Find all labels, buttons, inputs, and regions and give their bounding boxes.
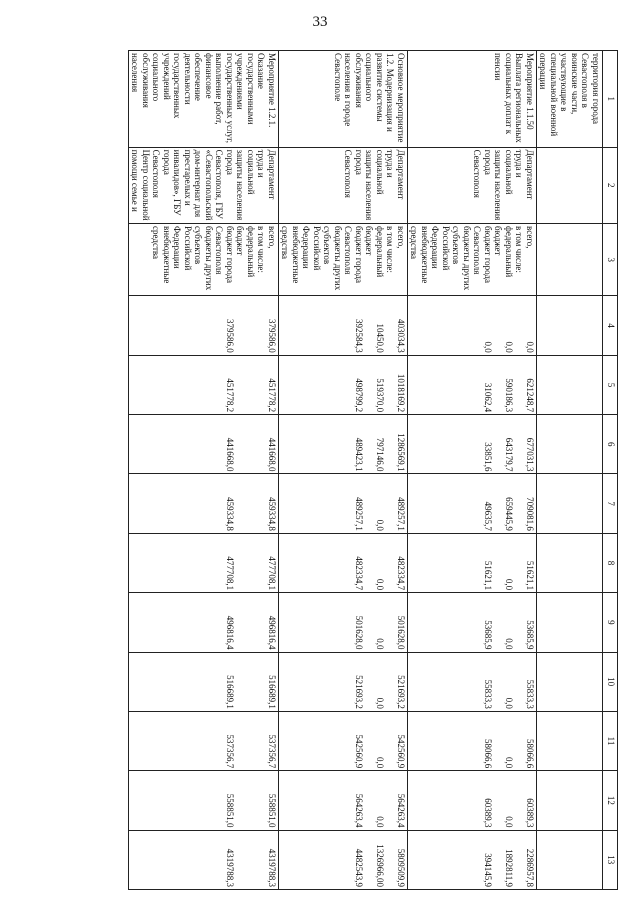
amount-value: 2286957,8	[525, 848, 535, 887]
amount-cell	[129, 593, 279, 652]
amount-cell	[408, 771, 537, 830]
amount-cell	[129, 296, 279, 355]
amount-cell	[279, 771, 408, 830]
amount-value	[172, 476, 214, 530]
amount-value: 0,0	[504, 816, 514, 828]
amount-value	[280, 833, 301, 887]
amount-value	[151, 298, 172, 352]
amount-value	[151, 595, 172, 649]
amount-value	[409, 595, 430, 649]
amount-value	[301, 298, 343, 352]
amount-value	[301, 476, 343, 530]
column-header: 1	[603, 51, 618, 148]
amount-value	[235, 833, 256, 887]
funding-source-label: бюджет города Севастополя	[472, 226, 493, 283]
amount-cell	[129, 415, 279, 474]
column-header: 5	[603, 355, 618, 414]
funding-source-label: федеральный бюджет	[364, 226, 385, 278]
amount-value: 392584,3	[354, 319, 364, 353]
amount-value: 1326966,00	[375, 844, 385, 887]
amount-value	[430, 536, 472, 590]
amount-value	[430, 714, 472, 768]
funding-source-cell	[537, 224, 603, 296]
amount-value: 441668,0	[225, 437, 235, 472]
amount-value	[235, 714, 256, 768]
executor-cell: Департамент труда и социальной защиты населения города Севастополя	[279, 147, 408, 223]
header-row	[603, 51, 618, 890]
amount-value: 58066,6	[483, 738, 493, 769]
amount-value: 10450,0	[375, 323, 385, 353]
amount-value: 564263,4	[354, 793, 364, 828]
amount-value	[430, 773, 472, 827]
amount-value: 0,0	[504, 638, 514, 650]
amount-value	[280, 714, 301, 768]
amount-value	[430, 655, 472, 709]
amount-value: 60389,3	[483, 798, 493, 828]
amount-value	[172, 773, 214, 827]
amount-value	[409, 833, 430, 887]
amount-value: 4482543,9	[354, 848, 364, 887]
amount-value	[172, 714, 214, 768]
amount-cell	[537, 355, 603, 414]
amount-value	[151, 358, 172, 412]
amount-value	[280, 476, 301, 530]
amount-value: 0,0	[375, 519, 385, 531]
amount-value: 4319788,3	[267, 848, 277, 887]
column-header: 4	[603, 296, 618, 355]
amount-cell	[537, 652, 603, 711]
amount-value: 5809509,9	[396, 848, 406, 887]
amount-value	[151, 714, 172, 768]
amount-value	[409, 417, 430, 471]
amount-value	[409, 655, 430, 709]
amount-value	[430, 476, 472, 530]
measure-name-cell: территория города Севастополя в воинские части, участвующие в специальной военной операции	[537, 51, 603, 148]
amount-value	[235, 417, 256, 471]
executor-cell	[537, 147, 603, 223]
amount-value: 403034,3	[396, 319, 406, 353]
amount-value: 501628,0	[354, 615, 364, 650]
amount-value	[172, 358, 214, 412]
amount-value: 51621,1	[483, 560, 493, 591]
amount-cell	[129, 652, 279, 711]
column-header: 2	[603, 147, 618, 223]
amount-value	[280, 417, 301, 471]
amount-value	[301, 833, 343, 887]
amount-value: 0,0	[504, 756, 514, 769]
amount-cell	[537, 533, 603, 592]
amount-value: 0,0	[525, 341, 535, 353]
table-row	[408, 51, 537, 890]
funding-source-label: федеральный бюджет	[235, 226, 256, 278]
amount-value	[301, 773, 343, 827]
column-header: 13	[603, 830, 618, 889]
amount-value: 451778,2	[267, 378, 277, 413]
amount-value	[235, 536, 256, 590]
amount-value: 590186,3	[504, 378, 514, 413]
amount-cell	[279, 355, 408, 414]
amount-value: 537356,7	[267, 734, 277, 769]
amount-cell	[279, 830, 408, 889]
amount-cell	[279, 533, 408, 592]
amount-value	[280, 298, 301, 352]
amount-cell	[279, 652, 408, 711]
measure-name-cell: Основное мероприятие 1.2. Модернизация и развитие системы социального обслуживания населения в городе Севастополе	[279, 51, 408, 148]
funding-table	[128, 50, 618, 890]
amount-value	[280, 595, 301, 649]
amount-value	[235, 358, 256, 412]
amount-cell	[408, 474, 537, 533]
amount-value: 0,0	[504, 697, 514, 709]
column-header: 11	[603, 711, 618, 770]
table-row	[279, 51, 408, 890]
amount-value	[235, 655, 256, 709]
amount-value: 4319788,3	[225, 848, 235, 887]
amount-value: 1892811,9	[504, 849, 514, 887]
amount-cell	[279, 415, 408, 474]
amount-value: 643179,7	[504, 437, 514, 472]
amount-value: 51621,1	[525, 560, 535, 591]
amount-value: 542560,9	[354, 734, 364, 769]
amount-value: 482334,7	[396, 556, 406, 591]
amount-value: 482334,7	[354, 556, 364, 591]
amount-value: 501628,0	[396, 615, 406, 650]
funding-source-label: федеральный бюджет	[493, 226, 514, 278]
page-number: 33	[312, 14, 328, 30]
column-header: 8	[603, 533, 618, 592]
amount-value: 496816,4	[267, 615, 277, 650]
amount-value	[301, 358, 343, 412]
amount-cell	[129, 474, 279, 533]
funding-source-label: бюджет города Севастополя	[343, 226, 364, 283]
amount-value: 58066,6	[525, 738, 535, 769]
amount-value: 0,0	[375, 756, 385, 769]
amount-value: 542560,9	[396, 734, 406, 769]
amount-value: 394145,9	[483, 853, 493, 887]
amount-value: 0,0	[504, 578, 514, 591]
amount-cell	[408, 533, 537, 592]
rotated-table-container	[108, 50, 618, 890]
amount-value: 0,0	[375, 638, 385, 650]
amount-value	[301, 417, 343, 471]
amount-value: 33851,6	[483, 442, 493, 472]
amount-value: 489257,1	[354, 497, 364, 531]
amount-value: 621248,7	[525, 378, 535, 413]
funding-source-label: бюджеты других субъектов Российской Федерации	[430, 226, 472, 291]
amount-value: 564263,4	[396, 793, 406, 828]
amount-cell	[129, 771, 279, 830]
amount-value: 477708,1	[225, 556, 235, 591]
amount-value: 516689,1	[225, 675, 235, 709]
amount-value: 31062,4	[483, 382, 493, 413]
funding-source-cell	[279, 224, 408, 296]
amount-value: 537356,7	[225, 734, 235, 769]
amount-value: 55833,3	[525, 679, 535, 709]
executor-cell: Департамент труда и социальной защиты населения города Севастополя	[408, 147, 537, 223]
amount-value	[172, 298, 214, 352]
amount-value	[172, 655, 214, 709]
amount-cell	[537, 593, 603, 652]
amount-value: 441668,0	[267, 437, 277, 472]
column-header: 3	[603, 224, 618, 296]
amount-value: 0,0	[375, 697, 385, 709]
amount-value	[151, 833, 172, 887]
amount-value: 0,0	[375, 816, 385, 828]
amount-value: 451778,2	[225, 378, 235, 413]
funding-source-label: бюджеты других субъектов Российской Федерации	[172, 226, 214, 291]
funding-source-label: бюджеты других субъектов Российской Федерации	[301, 226, 343, 291]
measure-name-cell: Мероприятие 1.1.50 Выплата региональных социальных доплат к пенсии	[408, 51, 537, 148]
amount-value: 558851,0	[225, 793, 235, 828]
amount-value: 379586,0	[225, 319, 235, 353]
amount-value	[280, 773, 301, 827]
amount-cell	[279, 474, 408, 533]
funding-source-label: внебюджетные средства	[151, 226, 172, 284]
amount-cell	[279, 296, 408, 355]
amount-value: 55833,3	[483, 679, 493, 709]
amount-value: 477708,1	[267, 556, 277, 591]
column-header: 9	[603, 593, 618, 652]
amount-value	[409, 773, 430, 827]
table-row	[537, 51, 603, 890]
amount-cell	[129, 533, 279, 592]
amount-value	[409, 358, 430, 412]
column-header: 10	[603, 652, 618, 711]
amount-cell	[408, 711, 537, 770]
amount-value	[301, 714, 343, 768]
amount-value	[172, 536, 214, 590]
amount-cell	[408, 355, 537, 414]
amount-value: 1286569,1	[396, 433, 406, 472]
amount-value	[235, 476, 256, 530]
amount-value	[301, 595, 343, 649]
amount-cell	[537, 474, 603, 533]
amount-cell	[279, 711, 408, 770]
amount-cell	[408, 593, 537, 652]
amount-value	[430, 358, 472, 412]
amount-value	[409, 298, 430, 352]
amount-cell	[129, 830, 279, 889]
amount-value	[235, 595, 256, 649]
amount-value: 459334,8	[267, 497, 277, 531]
amount-value: 0,0	[483, 341, 493, 353]
amount-cell	[408, 296, 537, 355]
amount-value: 521693,2	[396, 675, 406, 709]
amount-cell	[537, 771, 603, 830]
amount-value	[235, 298, 256, 352]
amount-value	[430, 833, 472, 887]
amount-value: 498799,2	[354, 378, 364, 413]
amount-value: 0,0	[375, 578, 385, 591]
funding-source-label: всего, в том числе:	[385, 226, 406, 273]
amount-value	[280, 655, 301, 709]
amount-value: 0,0	[504, 341, 514, 353]
column-header: 7	[603, 474, 618, 533]
amount-value	[151, 536, 172, 590]
funding-source-cell	[408, 224, 537, 296]
amount-value	[301, 655, 343, 709]
amount-cell	[537, 711, 603, 770]
amount-value	[172, 595, 214, 649]
column-header: 6	[603, 415, 618, 474]
amount-cell	[537, 415, 603, 474]
amount-value	[430, 298, 472, 352]
amount-value: 519370,0	[375, 378, 385, 413]
funding-source-label: бюджет города Севастополя	[214, 226, 235, 283]
amount-value	[301, 536, 343, 590]
amount-cell	[408, 830, 537, 889]
amount-value	[430, 595, 472, 649]
funding-source-label: всего, в том числе:	[256, 226, 277, 273]
amount-value	[409, 714, 430, 768]
funding-source-label: внебюджетные средства	[280, 226, 301, 284]
amount-value	[409, 536, 430, 590]
column-header: 12	[603, 771, 618, 830]
amount-value: 489257,1	[396, 497, 406, 531]
amount-value: 797146,0	[375, 437, 385, 472]
amount-cell	[537, 830, 603, 889]
amount-value	[151, 773, 172, 827]
amount-value: 659445,9	[504, 497, 514, 531]
amount-value: 677031,3	[525, 437, 535, 472]
amount-value	[172, 417, 214, 471]
amount-value: 516689,1	[267, 675, 277, 709]
amount-value: 49635,7	[483, 501, 493, 531]
amount-cell	[537, 296, 603, 355]
amount-value	[409, 476, 430, 530]
amount-value	[151, 476, 172, 530]
amount-value: 459334,8	[225, 497, 235, 531]
amount-cell	[279, 593, 408, 652]
executor-cell: Департамент труда и социальной защиты населения города Севастополя, ГБУ «Севастопольский дом-интернат для престарелых и инвалидов», ГБУ города Севастополя Центр социальной помощи семье и	[129, 147, 279, 223]
amount-value: 379586,0	[267, 319, 277, 353]
amount-value: 1018169,2	[396, 373, 406, 413]
amount-value: 709081,6	[525, 497, 535, 531]
amount-cell	[408, 415, 537, 474]
amount-value	[235, 773, 256, 827]
amount-cell	[408, 652, 537, 711]
amount-value: 521693,2	[354, 675, 364, 709]
amount-value: 53685,9	[483, 620, 493, 650]
amount-value	[151, 417, 172, 471]
amount-value	[172, 833, 214, 887]
amount-value	[280, 358, 301, 412]
funding-source-cell	[129, 224, 279, 296]
amount-value: 489423,1	[354, 437, 364, 472]
amount-value: 496816,4	[225, 615, 235, 650]
amount-value: 53685,9	[525, 620, 535, 650]
amount-cell	[129, 355, 279, 414]
amount-value	[151, 655, 172, 709]
amount-value: 558851,0	[267, 793, 277, 828]
amount-value	[280, 536, 301, 590]
measure-name-cell: Мероприятие 1.2.1. Оказание государственными учреждениями государственных услуг, выполнение работ, финансовое обеспечение деятельности государственных учреждений социального обслуживания населения	[129, 51, 279, 148]
funding-source-label: всего, в том числе:	[514, 226, 535, 273]
table-row	[129, 51, 279, 890]
amount-value: 60389,3	[525, 798, 535, 828]
amount-value	[430, 417, 472, 471]
amount-cell	[129, 711, 279, 770]
funding-source-label: внебюджетные средства	[409, 226, 430, 284]
